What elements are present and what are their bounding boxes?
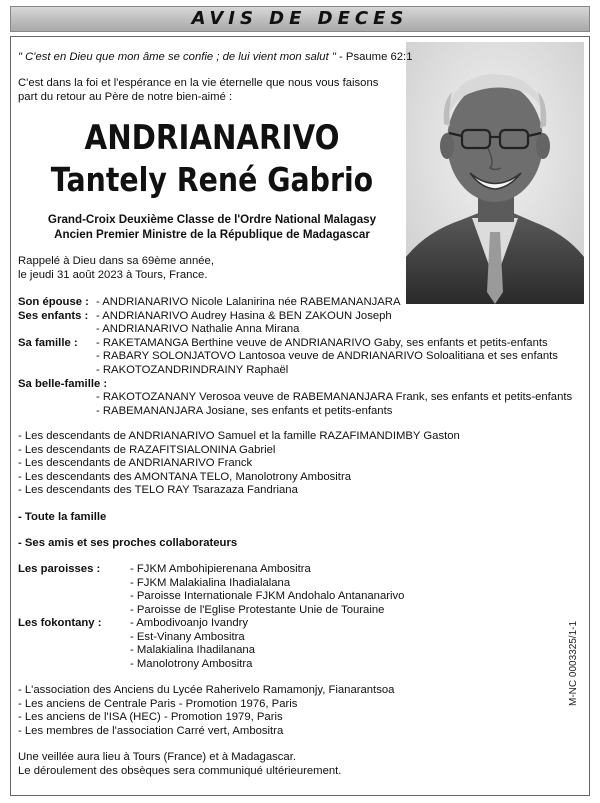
family-label: Sa famille : — [18, 336, 78, 349]
descendant-entry: - Les descendants des TELO RAY Tsarazaza Fandriana — [18, 484, 298, 497]
association-entry: - Les membres de l'association Carré vert, Ambositra — [18, 724, 284, 737]
descendant-entry: - Les descendants de RAZAFITSIALONINA Gabriel — [18, 443, 276, 456]
portrait-photo — [406, 42, 584, 304]
fokontany-entry: - Manolotrony Ambositra — [130, 657, 253, 670]
fokontany-entry: - Malakialina Ihadilanana — [130, 644, 255, 657]
whole-family-line: - Toute la famille — [18, 511, 107, 523]
fokontany-label: Les fokontany : — [18, 617, 102, 629]
descendants-list — [18, 430, 460, 498]
closing-line: Le déroulement des obsèques sera communiqué ultérieurement. — [18, 764, 342, 777]
parish-entry: - FJKM Malakialina Ihadialalana — [130, 576, 291, 589]
parishes-label: Les paroisses : — [18, 563, 101, 575]
honorary-titles — [18, 213, 406, 242]
spouse-label: Son épouse : — [18, 296, 89, 308]
closing-line: Une veillée aura lieu à Tours (France) et à Madagascar. — [18, 751, 296, 763]
quote-text: " C'est en Dieu que mon âme se confie ; de lui vient mon salut " — [18, 51, 336, 63]
descendant-entry: - Les descendants de ANDRIANARIVO Samuel et la famille RAZAFIMANDIMBY Gaston — [18, 430, 460, 442]
title-line: Ancien Premier Ministre de la République de Madagascar — [54, 227, 370, 241]
associations-list — [18, 684, 394, 738]
parish-entry: - FJKM Ambohipierenana Ambositra — [130, 563, 311, 575]
children-label: Ses enfants : — [18, 309, 89, 322]
family-member-entry: - RAKOTOZANDRINDRAINY Raphaël — [96, 363, 289, 376]
recall-announcement — [18, 255, 214, 282]
descendant-entry: - Les descendants des AMONTANA TELO, Manolotrony Ambositra — [18, 470, 351, 483]
association-entry: - Les anciens de Centrale Paris - Promotion 1976, Paris — [18, 697, 298, 710]
deceased-surname: ANDRIANARIVO — [84, 118, 340, 158]
fokontany-entry: - Est-Vinany Ambositra — [130, 630, 245, 643]
intro-line: part du retour au Père de notre bien-aimé : — [18, 90, 233, 103]
psalm-quote — [18, 51, 412, 65]
association-entry: - Les anciens de l'ISA (HEC) - Promotion 1979, Paris — [18, 711, 283, 724]
title-line: Grand-Croix Deuxième Classe de l'Ordre National Malagasy — [47, 213, 377, 226]
inlaw-entry: - RABEMANANJARA Josiane, ses enfants et petits-enfants — [96, 404, 393, 417]
parish-entry: - Paroisse de l'Eglise Protestante Unie de Touraine — [130, 603, 385, 616]
child-entry: - ANDRIANARIVO Nathalie Anna Mirana — [96, 323, 300, 336]
deceased-given-names: Tantely René Gabrio — [50, 160, 374, 199]
header-banner — [10, 6, 590, 32]
parishes-list — [18, 563, 418, 617]
parish-entry: - Paroisse Internationale FJKM Andohalo Antananarivo — [130, 590, 405, 603]
fokontany-list — [18, 617, 418, 671]
closing-notes — [18, 751, 341, 778]
inlaw-entry: - RAKOTOZANANY Verosoa veuve de RABEMANANJARA Frank, ses enfants et petits-enfants — [96, 391, 573, 404]
fokontany-entry: - Ambodivoanjo Ivandry — [130, 617, 249, 629]
intro-paragraph — [18, 77, 378, 104]
friends-line: - Ses amis et ses proches collaborateurs — [18, 537, 238, 549]
recall-line: Rappelé à Dieu dans sa 69ème année, — [18, 255, 214, 267]
family-member-entry: - RAKETAMANGA Berthine veuve de ANDRIANARIVO Gaby, ses enfants et petits-enfants — [96, 336, 548, 349]
association-entry: - L'association des Anciens du Lycée Raherivelo Ramamonjy, Fianarantsoa — [18, 684, 395, 696]
family-list — [18, 296, 588, 418]
recall-line: le jeudi 31 août 2023 à Tours, France. — [18, 268, 208, 281]
intro-line: C'est dans la foi et l'espérance en la vie éternelle que nous vous faisons — [18, 77, 379, 89]
header-title: AVIS DE DECES — [191, 8, 409, 29]
inlaws-label: Sa belle-famille : — [18, 377, 108, 390]
descendant-entry: - Les descendants de ANDRIANARIVO Franck — [18, 457, 253, 470]
spouse-entry: - ANDRIANARIVO Nicole Lalanirina née RABEMANANJARA — [96, 296, 401, 308]
child-entry: - ANDRIANARIVO Audrey Hasina & BEN ZAKOUN Joseph — [96, 309, 392, 322]
family-member-entry: - RABARY SOLONJATOVO Lantosoa veuve de ANDRIANARIVO Soloalitiana et ses enfants — [96, 350, 558, 363]
quote-reference: - Psaume 62:1 — [335, 51, 413, 63]
reference-number: M-NC 0003325/1-1 — [568, 620, 579, 706]
